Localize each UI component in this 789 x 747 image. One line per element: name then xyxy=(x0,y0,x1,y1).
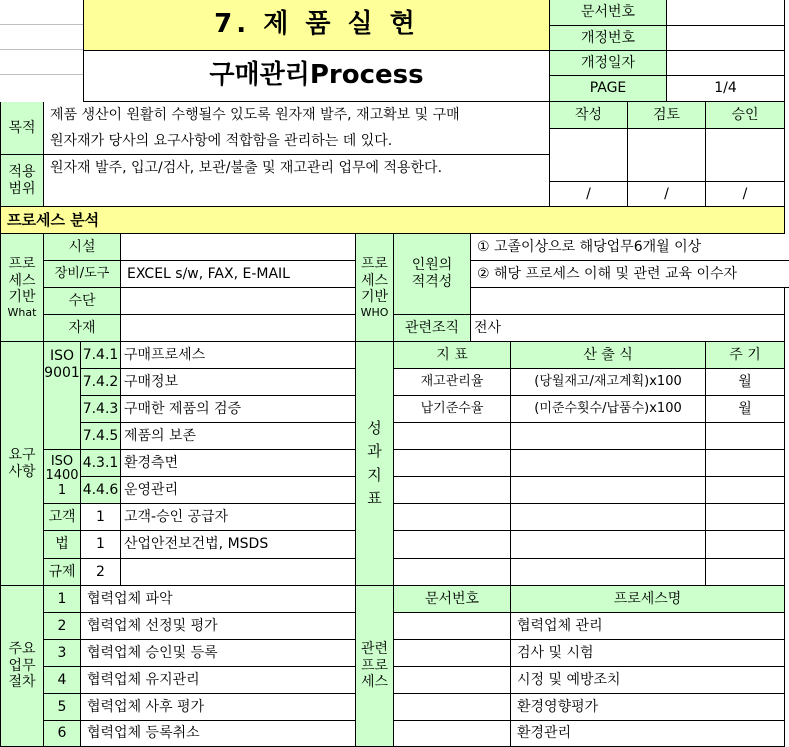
related-docno xyxy=(394,694,511,721)
qualification-label: 인원의 적격성 xyxy=(394,234,471,315)
approval-review-date: / xyxy=(628,182,706,207)
kpi-empty xyxy=(706,450,785,477)
kpi-empty xyxy=(511,450,706,477)
req-code: 7.4.3 xyxy=(81,396,121,423)
kpi-header-period: 주 기 xyxy=(706,342,785,369)
who-label: 프로 세스 기반 WHO xyxy=(356,234,394,342)
kpi-empty xyxy=(511,531,706,559)
means-value xyxy=(121,288,356,315)
procedures-label: 주요 업무 절차 xyxy=(0,586,44,747)
req-code: 4.4.6 xyxy=(81,477,121,504)
req-title: 구매한 제품의 검증 xyxy=(121,396,356,423)
kpi-empty xyxy=(706,504,785,531)
req-title: 환경측면 xyxy=(121,450,356,477)
analysis-heading: 프로세스 분석 xyxy=(0,207,785,234)
doc-number-label: 문서번호 xyxy=(550,0,667,26)
kpi-empty xyxy=(706,531,785,559)
facility-label: 시설 xyxy=(44,234,121,261)
related-name: 환경영향평가 xyxy=(511,694,785,721)
procedure-title: 협력업체 유지관리 xyxy=(81,667,356,694)
kpi-empty xyxy=(511,477,706,504)
revision-number-label: 개정번호 xyxy=(550,26,667,51)
procedure-title: 협력업체 등록취소 xyxy=(81,721,356,747)
kpi-empty xyxy=(511,504,706,531)
related-name: 환경관리 xyxy=(511,721,785,747)
approval-approve-sign[interactable] xyxy=(706,129,785,182)
scope-label: 적용 범위 xyxy=(0,155,44,207)
req-code: 7.4.1 xyxy=(81,342,121,369)
kpi-indicator: 재고관리율 xyxy=(394,369,511,396)
kpi-empty xyxy=(394,423,511,450)
kpi-period: 월 xyxy=(706,369,785,396)
procedure-num: 1 xyxy=(44,586,81,613)
kpi-formula: (당월재고/재고계획)x100 xyxy=(511,369,706,396)
revision-date-value[interactable] xyxy=(667,51,785,76)
equipment-value: EXCEL s/w, FAX, E-MAIL xyxy=(121,261,356,288)
regulation-title xyxy=(121,559,356,586)
kpi-empty xyxy=(394,504,511,531)
approval-author-sign[interactable] xyxy=(550,129,628,182)
revision-number-value[interactable] xyxy=(667,26,785,51)
procedure-num: 4 xyxy=(44,667,81,694)
req-title: 제품의 보존 xyxy=(121,423,356,450)
gridline xyxy=(0,49,83,50)
qualification-item-1: ① 고졸이상으로 해당업무6개월 이상 xyxy=(471,234,789,261)
kpi-empty xyxy=(706,477,785,504)
scope-blank xyxy=(44,182,550,207)
facility-value xyxy=(121,234,356,261)
kpi-header-formula: 산 출 식 xyxy=(511,342,706,369)
material-label: 자재 xyxy=(44,315,121,342)
related-docno xyxy=(394,667,511,694)
related-header-name: 프로세스명 xyxy=(511,586,785,613)
procedure-num: 2 xyxy=(44,613,81,640)
req-code: 7.4.5 xyxy=(81,423,121,450)
scope-text: 원자재 발주, 입고/검사, 보관/불출 및 재고관리 업무에 적용한다. xyxy=(44,155,550,182)
procedure-num: 6 xyxy=(44,721,81,747)
approval-approve-date: / xyxy=(706,182,785,207)
related-docno xyxy=(394,721,511,747)
iso14001-label: ISO 1400 1 xyxy=(44,450,81,504)
req-title: 구매프로세스 xyxy=(121,342,356,369)
kpi-indicator: 납기준수율 xyxy=(394,396,511,423)
purpose-label: 목적 xyxy=(0,102,44,155)
req-title: 구매정보 xyxy=(121,369,356,396)
kpi-empty xyxy=(706,559,785,586)
gridline xyxy=(0,74,83,75)
related-name: 검사 및 시험 xyxy=(511,640,785,667)
customer-label: 고객 xyxy=(44,504,81,531)
law-num: 1 xyxy=(81,531,121,559)
doc-number-value[interactable] xyxy=(667,0,785,26)
org-label: 관련조직 xyxy=(394,315,471,342)
org-value: 전사 xyxy=(471,315,785,342)
approval-review-label: 검토 xyxy=(628,102,706,129)
req-title: 운영관리 xyxy=(121,477,356,504)
kpi-empty xyxy=(394,531,511,559)
procedure-title: 협력업체 선정및 평가 xyxy=(81,613,356,640)
purpose-text-line2: 원자재가 당사의 요구사항에 적합함을 관리하는 데 있다. xyxy=(44,129,550,155)
regulation-label: 규제 xyxy=(44,559,81,586)
purpose-text-line1: 제품 생산이 원활히 수행될수 있도록 원자재 발주, 재고확보 및 구매 xyxy=(44,102,550,129)
kpi-empty xyxy=(394,477,511,504)
customer-num: 1 xyxy=(81,504,121,531)
kpi-empty xyxy=(511,559,706,586)
req-code: 4.3.1 xyxy=(81,450,121,477)
process-title: 구매관리Process xyxy=(83,51,550,102)
gridline xyxy=(0,24,83,25)
req-code: 7.4.2 xyxy=(81,369,121,396)
equipment-label: 장비/도구 xyxy=(44,261,121,288)
what-label: 프로 세스 기반 What xyxy=(0,234,44,342)
related-name: 협력업체 관리 xyxy=(511,613,785,640)
approval-author-date: / xyxy=(550,182,628,207)
related-docno xyxy=(394,640,511,667)
procedure-title: 협력업체 승인및 등록 xyxy=(81,640,356,667)
kpi-label: 성 과 지 표 xyxy=(356,342,394,586)
iso9001-label: ISO 9001 xyxy=(44,342,81,450)
law-label: 법 xyxy=(44,531,81,559)
related-label: 관련 프로 세스 xyxy=(356,586,394,747)
procedure-title: 협력업체 파악 xyxy=(81,586,356,613)
kpi-formula: (미준수횟수/납품수)x100 xyxy=(511,396,706,423)
kpi-empty xyxy=(394,450,511,477)
related-header-docno: 문서번호 xyxy=(394,586,511,613)
approval-author-label: 작성 xyxy=(550,102,628,129)
revision-date-label: 개정일자 xyxy=(550,51,667,76)
section-title: 7. 제 품 실 현 xyxy=(83,0,550,51)
page-label: PAGE xyxy=(550,76,667,102)
page-value: 1/4 xyxy=(667,76,785,102)
regulation-num: 2 xyxy=(81,559,121,586)
kpi-empty xyxy=(511,423,706,450)
qualification-item-3 xyxy=(471,288,785,315)
kpi-empty xyxy=(394,559,511,586)
procedure-num: 5 xyxy=(44,694,81,721)
approval-review-sign[interactable] xyxy=(628,129,706,182)
law-title: 산업안전보건법, MSDS xyxy=(121,531,356,559)
customer-title: 고객-승인 공급자 xyxy=(121,504,356,531)
kpi-period: 월 xyxy=(706,396,785,423)
related-docno xyxy=(394,613,511,640)
material-value xyxy=(121,315,356,342)
procedure-title: 협력업체 사후 평가 xyxy=(81,694,356,721)
requirements-label: 요구 사항 xyxy=(0,342,44,586)
means-label: 수단 xyxy=(44,288,121,315)
procedure-num: 3 xyxy=(44,640,81,667)
qualification-item-2: ② 해당 프로세스 이해 및 관련 교육 이수자 xyxy=(471,261,789,288)
related-name: 시정 및 예방조치 xyxy=(511,667,785,694)
kpi-empty xyxy=(706,423,785,450)
kpi-header-indicator: 지 표 xyxy=(394,342,511,369)
approval-approve-label: 승인 xyxy=(706,102,785,129)
